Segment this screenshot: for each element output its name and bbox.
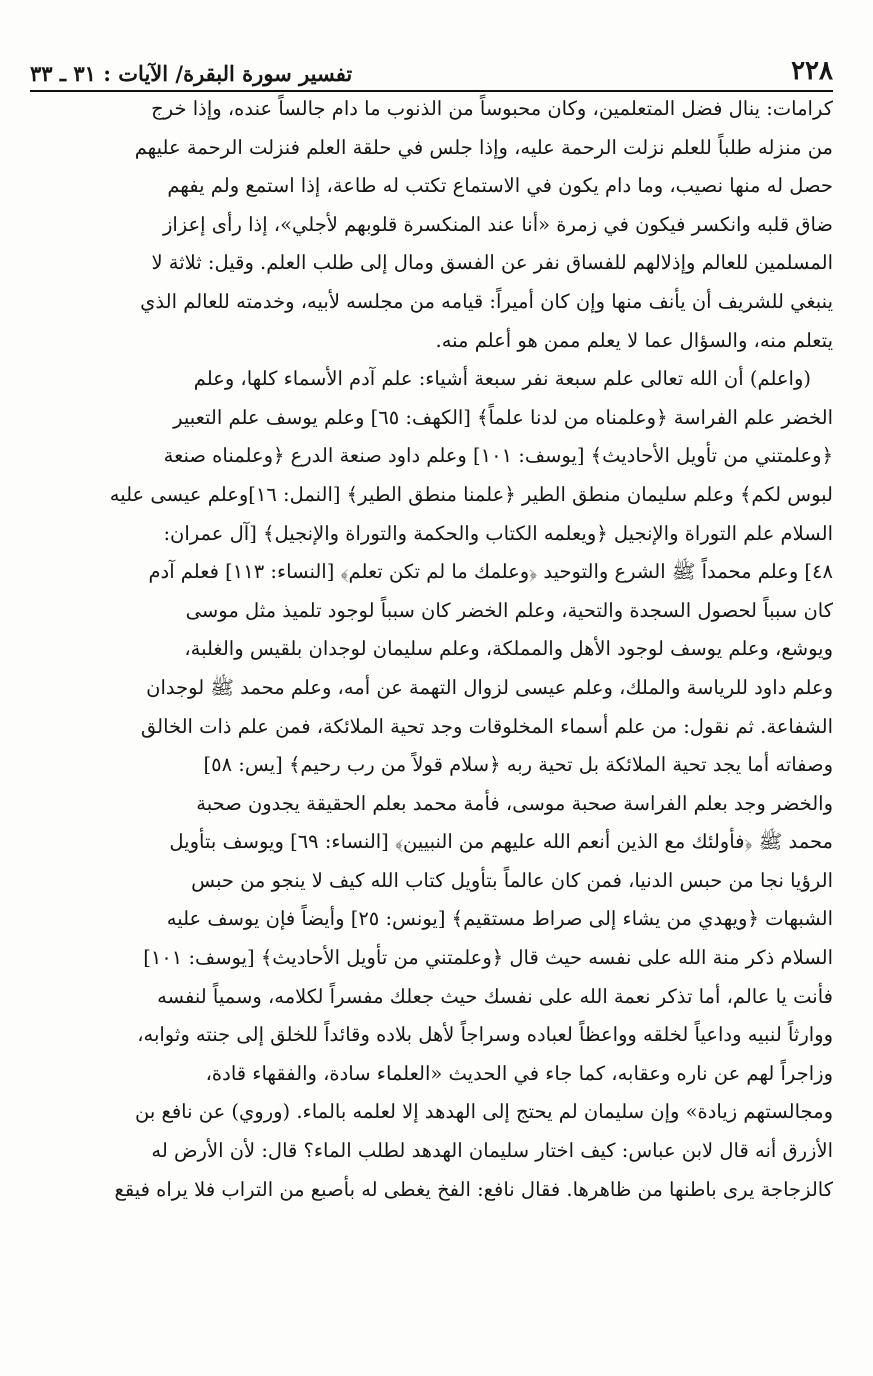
text-line: والخضر وجد بعلم الفراسة صحبة موسى، فأمة محمد بعلم الحقيقة يجدون صحبة — [196, 791, 833, 815]
text-line: محمد ﷺ ﴿فأولئك مع الذين أنعم الله عليهم من النبيين﴾ [النساء: ٦٩] ويوسف بتأويل — [169, 830, 833, 854]
page-header — [30, 46, 833, 92]
text-line: ضاق قلبه وانكسر فيكون في زمرة «أنا عند المنكسرة قلوبهم لأجلي»، إذا رأى إعزاز — [162, 212, 833, 236]
running-title: تفسير سورة البقرة/ الآيات : ٣١ ـ ٣٣ — [30, 61, 353, 86]
text-line: المسلمين للعالم وإذلالهم للفساق نفر عن الفسق ومال إلى طلب العلم. وقيل: ثلاثة لا — [151, 251, 833, 275]
page-number: ٢٢٨ — [791, 56, 833, 86]
text-line: لبوس لكم﴾ وعلم سليمان منطق الطير ﴿علمنا منطق الطير﴾ [النمل: ١٦]وعلم عيسى عليه — [109, 482, 833, 506]
text-line: يتعلم منه، والسؤال عما لا يعلم ممن هو أعلم منه. — [435, 328, 833, 352]
text-line: السلام علم التوراة والإنجيل ﴿ويعلمه الكتاب والحكمة والتوراة والإنجيل﴾ [آل عمران: — [163, 521, 833, 545]
text-line: وصفاته أما يجد تحية الملائكة بل تحية ربه ﴿سلام قولاً من رب رحيم﴾ [يس: ٥٨] — [203, 753, 833, 777]
text-line: حصل له منها نصيب، وما دام يكون في الاستماع تكتب له طاعة، إذا استمع ولم يفهم — [167, 174, 833, 198]
text-line: الشفاعة. ثم نقول: من علم أسماء المخلوقات وجد تحية الملائكة، فمن علم ذات الخالق — [140, 714, 833, 738]
text-line: وعلم داود للرياسة والملك، وعلم عيسى لزوال التهمة عن أمه، وعلم محمد ﷺ لوجدان — [146, 675, 833, 699]
text-line: ومجالستهم زيادة» وإن سليمان لم يحتج إلى الهدهد إلا لعلمه بالماء. (وروي) عن نافع بن — [135, 1100, 833, 1124]
text-line: السلام ذكر منة الله على نفسه حيث قال ﴿وعلمتني من تأويل الأحاديث﴾ [يوسف: ١٠١] — [143, 946, 833, 970]
text-line: كرامات: ينال فضل المتعلمين، وكان محبوساً من الذنوب ما دام جالساً عنده، وإذا خرج — [151, 97, 833, 120]
text-line: الشبهات ﴿ويهدي من يشاء إلى صراط مستقيم﴾ [يونس: ٢٥] وأيضاً فإن يوسف عليه — [166, 907, 833, 931]
text-line: كالزجاجة يرى باطنها من ظاهرها. فقال نافع: الفخ يغطى له بأصبع من التراب فلا يراه فيقع — [114, 1177, 833, 1201]
text-line: الأزرق أنه قال لابن عباس: كيف اختار سليمان الهدهد لطلب الماء؟ قال: لأن الأرض له — [151, 1139, 833, 1163]
text-line: ويوشع، وعلم يوسف لوجود الأهل والمملكة، وعلم سليمان لوجدان بلقيس والغلبة، — [184, 637, 833, 661]
text-line: ٤٨] وعلم محمداً ﷺ الشرع والتوحيد ﴿وعلمك ما لم تكن تعلم﴾ [النساء: ١١٣] فعلم آدم — [148, 560, 833, 584]
body-text — [40, 90, 833, 1209]
text-line: ووارثاً لنبيه وداعياً لخلقه وواعظاً لعباده وسراجاً لأهل بلاده وقائداً للخلق إلى جنته وثوابه، — [137, 1023, 833, 1047]
text-line: ينبغي للشريف أن يأنف منها وإن كان أميراً: قيامه من مجلسه لأبيه، وخدمته للعالم الذي — [140, 289, 833, 313]
text-line: (واعلم) أن الله تعالى علم سبعة نفر سبعة أشياء: علم آدم الأسماء كلها، وعلم — [193, 367, 811, 391]
text-line: وزاجراً لهم عن ناره وعقابه، كما جاء في الحديث «العلماء سادة، والفقهاء قادة، — [205, 1061, 833, 1085]
text-line: الخضر علم الفراسة ﴿وعلمناه من لدنا علماً﴾ [الكهف: ٦٥] وعلم يوسف علم التعبير — [173, 405, 833, 429]
text-line: من منزله طلباً للعلم نزلت الرحمة عليه، وإذا جلس في حلقة العلم فنزلت الرحمة عليهم — [134, 135, 833, 159]
text-line: فأنت يا عالم، أما تذكر نعمة الله على نفسك حيث جعلك مفسراً لكلامه، وسمياً لنفسه — [157, 984, 833, 1008]
text-line: ﴿وعلمتني من تأويل الأحاديث﴾ [يوسف: ١٠١] وعلم داود صنعة الدرع ﴿وعلمناه صنعة — [163, 444, 833, 468]
text-line: الرؤيا نجا من حبس الدنيا، فمن كان عالماً بتأويل كتاب الله كيف لا ينجو من حبس — [191, 868, 833, 892]
text-line: كان سبباً لحصول السجدة والتحية، وعلم الخضر كان سبباً لوجود تلميذ مثل موسى — [185, 598, 833, 622]
